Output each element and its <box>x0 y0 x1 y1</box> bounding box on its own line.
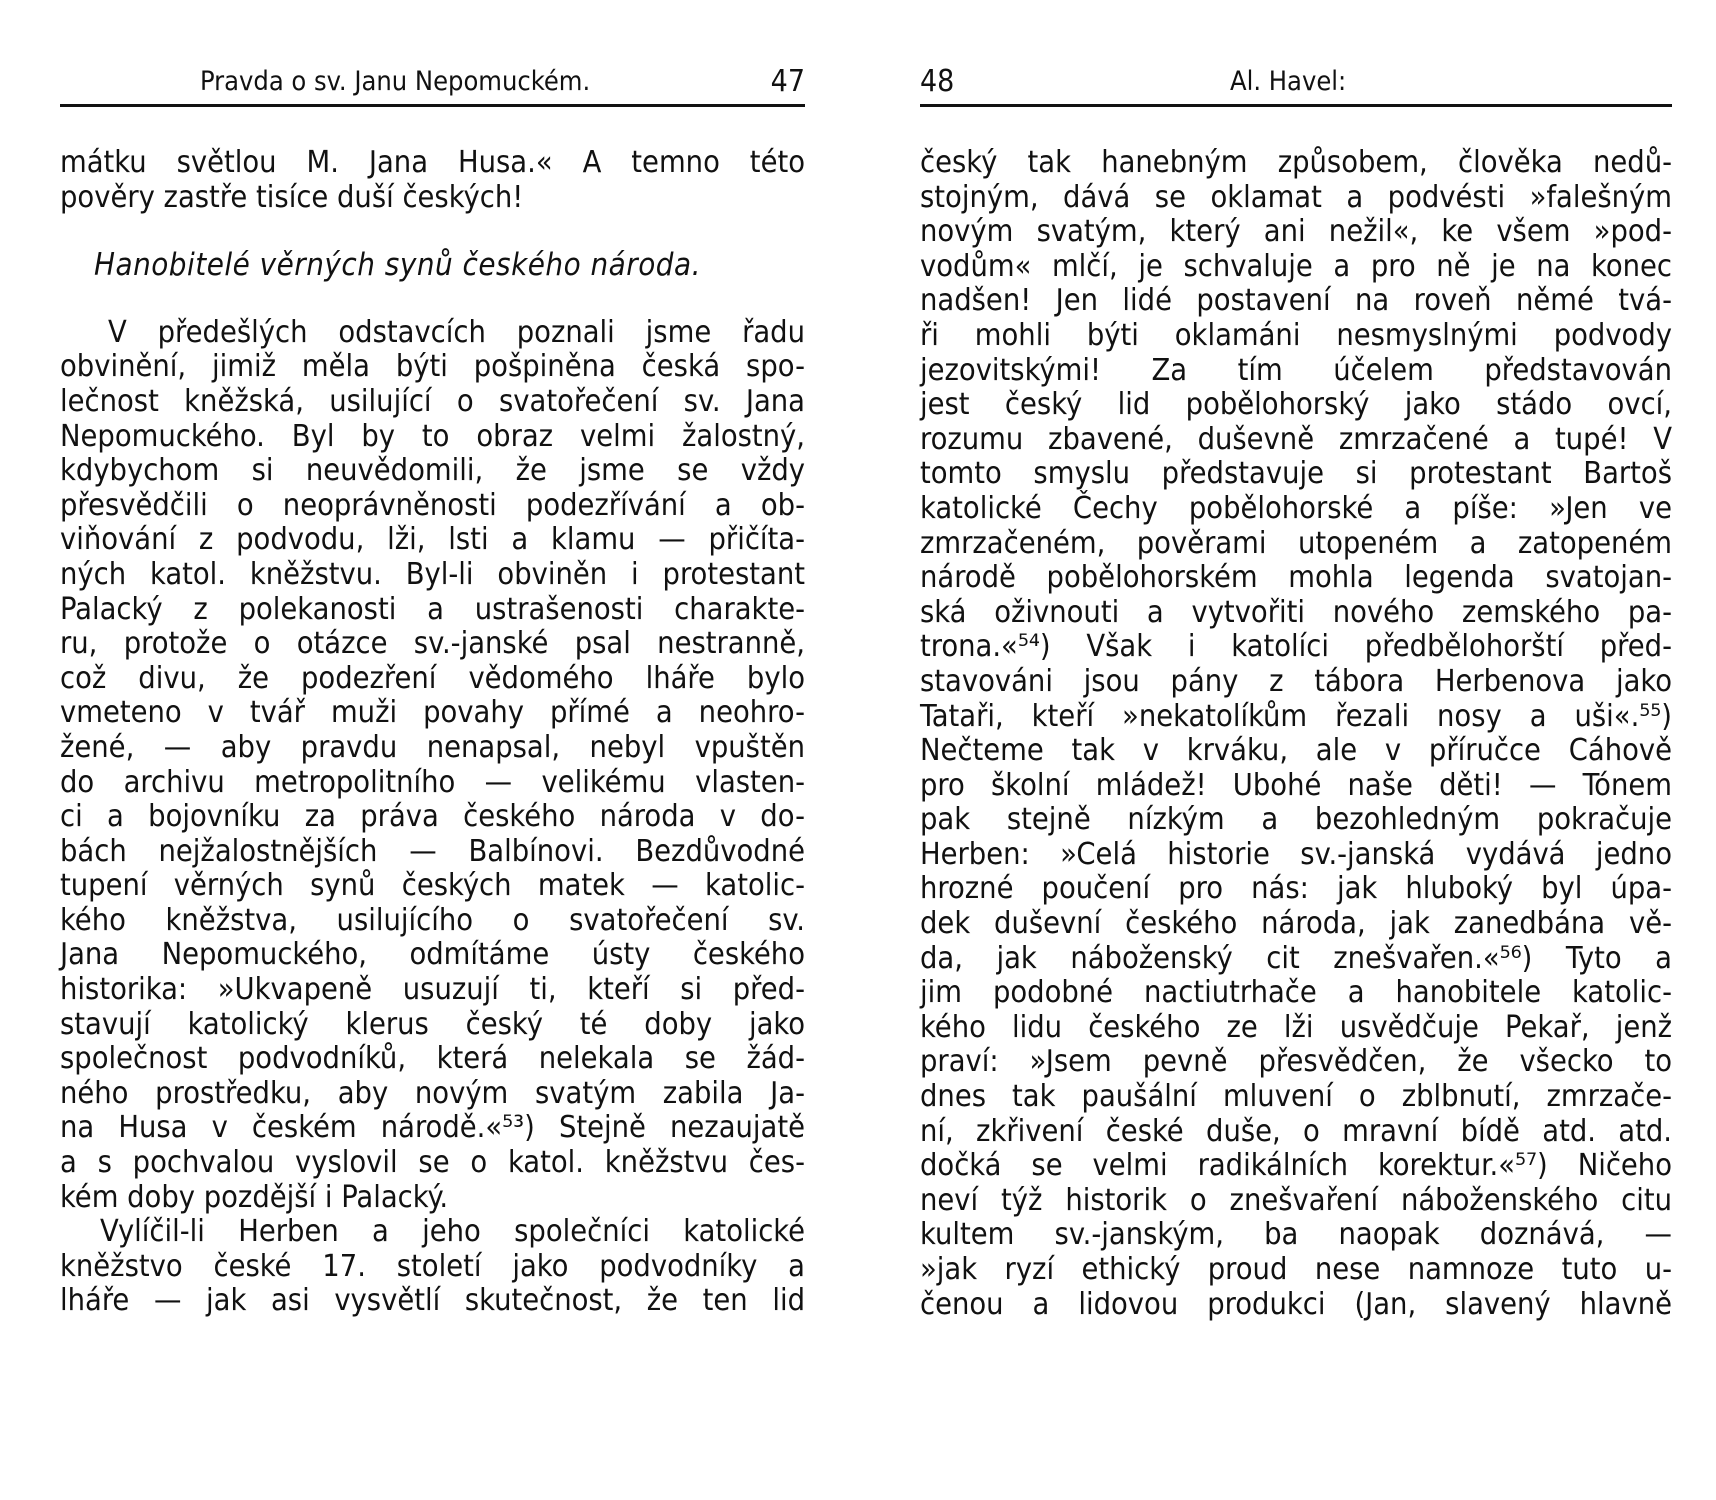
text-line: V předešlých odstavcích poznali jsme řadu <box>108 314 805 350</box>
text-line: viňování z podvodu, lži, lsti a klamu — přičíta- <box>60 522 805 558</box>
text-line: ného prostředku, aby novým svatým zabila Ja- <box>60 1075 805 1111</box>
text-line: neví týž historik o znešvaření náboženského citu <box>920 1182 1672 1218</box>
text-line: kultem sv.-janským, ba naopak doznává, — <box>920 1217 1672 1253</box>
text-line: český tak hanebným způsobem, člověka nedů- <box>920 145 1672 180</box>
text-line: trona.«⁵⁴) Však i katolíci předbělohorští před- <box>920 629 1672 665</box>
right-page-number: 48 <box>920 64 955 99</box>
text-line: a s pochvalou vyslovil se o katol. kněžstvu čes- <box>60 1145 805 1181</box>
text-line: bách nejžalostnějších — Balbínovi. Bezdůvodné <box>60 833 805 869</box>
text-line: hrozné poučení pro nás: jak hluboký byl úpa- <box>920 871 1672 907</box>
text-line: Nepomuckého. Byl by to obraz velmi žalostný, <box>60 418 805 454</box>
text-line: stavováni jsou pány z tábora Herbenova jako <box>920 663 1672 699</box>
text-line: jim podobné nactiutrhače a hanobitele katolic- <box>920 975 1672 1011</box>
text-line: čenou a lidovou produkci (Jan, slavený hlavně <box>920 1286 1672 1322</box>
text-line: praví: »Jsem pevně přesvědčen, že všecko to <box>920 1044 1672 1080</box>
text-line: společnost podvodníků, která nelekala se žád- <box>60 1041 805 1077</box>
text-line: novým svatým, který ani nežil«, ke všem »pod- <box>920 214 1672 250</box>
text-line: kém doby pozdější i Palacký. <box>60 1179 449 1215</box>
text-line: katolické Čechy pobělohorské a píše: »Jen ve <box>920 490 1672 526</box>
text-line: stojným, dává se oklamat a podvésti »falešným <box>920 179 1672 215</box>
text-line: zmrzačeném, pověrami utopeném a zatopeném <box>920 525 1672 561</box>
text-line: Nečteme tak v krváku, ale v příručce Cáhově <box>920 733 1672 769</box>
text-line: Herben: »Celá historie sv.-janská vydává jedno <box>920 836 1672 872</box>
text-line: ři mohli býti oklamáni nesmyslnými podvody <box>920 317 1672 353</box>
text-line: Palacký z polekanosti a ustrašenosti charakte- <box>60 591 805 627</box>
text-line: dočká se velmi radikálních korektur.«⁵⁷) Ničeho <box>920 1148 1672 1184</box>
text-line: ci a bojovníku za práva českého národa v do- <box>60 799 805 835</box>
text-line: na Husa v českém národě.«⁵³) Stejně nezaujatě <box>60 1110 805 1146</box>
text-line: jezovitskými! Za tím účelem představován <box>920 352 1672 388</box>
text-line: stavují katolický klerus český té doby jako <box>60 1006 805 1042</box>
text-line: což divu, že podezření vědomého lháře bylo <box>60 660 805 696</box>
text-line: kněžstvo české 17. století jako podvodníky a <box>60 1248 805 1284</box>
text-line: pro školní mládež! Ubohé naše děti! — Tónem <box>920 767 1672 803</box>
text-line: historika: »Ukvapeně usuzují ti, kteří si před- <box>60 972 805 1008</box>
text-line: pověry zastře tisíce duší českých! <box>60 179 524 215</box>
text-line: kdybychom si neuvědomili, že jsme se vždy <box>60 453 805 489</box>
text-line: ská oživnouti a vytvořiti nového zemského pa- <box>920 594 1672 630</box>
text-line: nadšen! Jen lidé postavení na roveň němé tvá- <box>920 283 1672 319</box>
text-line: tupení věrných synů českých matek — katolic- <box>60 868 805 904</box>
text-line: mátku světlou M. Jana Husa.« A temno této <box>60 145 805 180</box>
text-line: lháře — jak asi vysvětlí skutečnost, že ten lid <box>60 1283 805 1319</box>
left-page-number: 47 <box>770 64 805 99</box>
text-line: kého lidu českého ze lži usvědčuje Pekař, jenž <box>920 1009 1672 1045</box>
text-line: dek duševní českého národa, jak zanedbána vě- <box>920 906 1672 942</box>
text-line: rozumu zbavené, duševně zmrzačené a tupé! V <box>920 421 1672 457</box>
text-line: lečnost kněžská, usilující o svatořečení sv. Jana <box>60 383 805 419</box>
left-running-head <box>60 62 805 102</box>
text-line: pak stejně nízkým a bezohledným pokračuje <box>920 802 1672 838</box>
text-line: vmeteno v tvář muži povahy přímé a neohro- <box>60 695 805 731</box>
right-page <box>920 0 1672 1500</box>
right-running-head <box>920 62 1672 102</box>
left-text-block <box>60 146 805 1319</box>
text-line: do archivu metropolitního — velikému vlasten- <box>60 764 805 800</box>
text-line: »jak ryzí ethický proud nese namnoze tuto u- <box>920 1252 1672 1287</box>
left-running-title: Pravda o sv. Janu Nepomuckém. <box>200 66 591 97</box>
right-header-rule <box>920 104 1672 107</box>
text-line: tomto smyslu představuje si protestant Bartoš <box>920 456 1672 492</box>
right-running-title: Al. Havel: <box>1230 66 1347 97</box>
text-line: národě pobělohorském mohla legenda svatojan- <box>920 560 1672 596</box>
text-line: žené, — aby pravdu nenapsal, nebyl vpuštěn <box>60 729 805 765</box>
text-line: kého kněžstva, usilujícího o svatořečení sv. <box>60 902 805 938</box>
text-line: da, jak náboženský cit znešvařen.«⁵⁶) Tyto a <box>920 940 1672 976</box>
text-line: jest český lid pobělohorský jako stádo ovcí, <box>920 387 1672 423</box>
text-line: ných katol. kněžstvu. Byl-li obviněn i protestant <box>60 556 805 592</box>
text-line: Vylíčil-li Herben a jeho společníci katolické <box>100 1214 805 1250</box>
text-line: přesvědčili o neoprávněnosti podezřívání a ob- <box>60 487 805 523</box>
text-line: vodům« mlčí, je schvaluje a pro ně je na konec <box>920 248 1672 284</box>
text-line: Tataři, kteří »nekatolíkům řezali nosy a uši«.⁵⁵) <box>920 698 1672 734</box>
text-line: dnes tak paušální mluvení o zblbnutí, zmrzače- <box>920 1079 1672 1115</box>
text-line: Jana Nepomuckého, odmítáme ústy českého <box>60 937 805 973</box>
text-line: obvinění, jimiž měla býti pošpiněna česká spo- <box>60 349 805 385</box>
text-line: ru, protože o otázce sv.-janské psal nestranně, <box>60 626 805 662</box>
section-heading: Hanobitelé věrných synů českého národa. <box>94 247 701 284</box>
left-page <box>60 0 805 1500</box>
text-line: ní, zkřivení české duše, o mravní bídě atd. atd. <box>920 1113 1672 1149</box>
left-header-rule <box>60 104 805 107</box>
right-text-block <box>920 146 1672 1322</box>
